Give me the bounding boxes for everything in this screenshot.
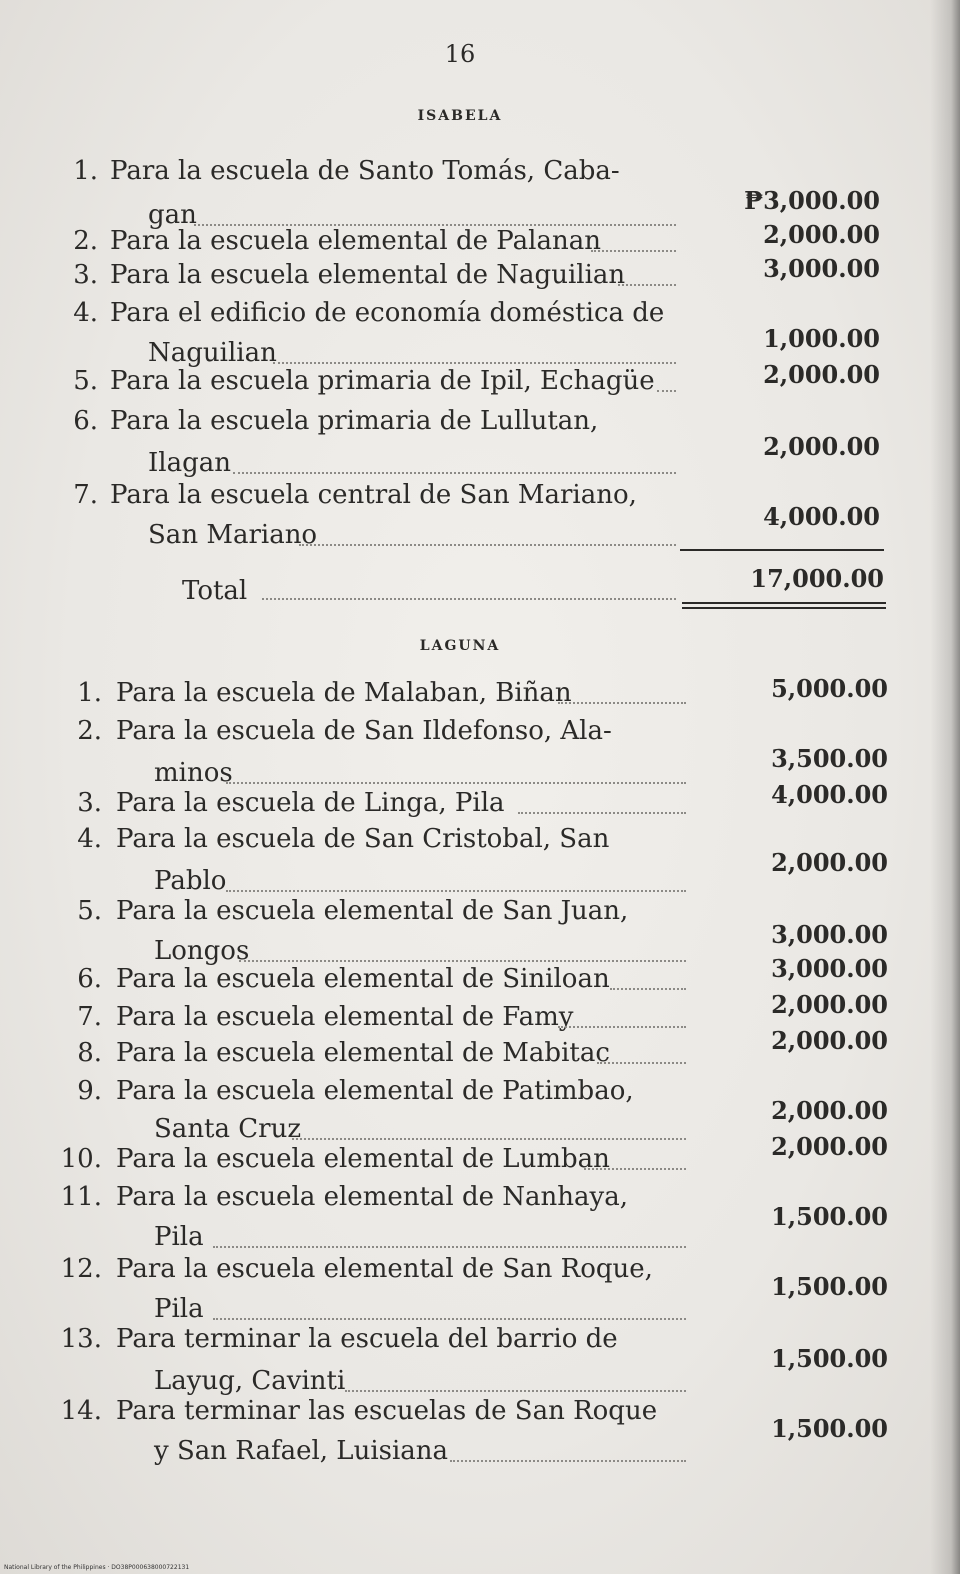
item-amount: 2,000.00 [771, 848, 888, 877]
item-amount: 2,000.00 [763, 432, 880, 461]
item-amount: 3,000.00 [763, 254, 880, 283]
item-description-line: Para la escuela elemental de Patimbao, [116, 1076, 634, 1106]
item-description-line: Para la escuela de San Ildefonso, Ala- [116, 716, 612, 746]
item-description-line: Para la escuela primaria de Ipil, Echagüe [110, 366, 655, 396]
leader-dots [213, 1318, 686, 1320]
section-title-isabela: ISABELA [417, 108, 503, 124]
item-description-line: Para la escuela elemental de Siniloan [116, 964, 610, 994]
item-number: 6. [73, 406, 98, 436]
item-description-line: Pablo [154, 866, 227, 896]
leader-dots [558, 1026, 686, 1028]
item-amount: 5,000.00 [771, 674, 888, 703]
item-description-line: minos [154, 758, 233, 788]
leader-dots [233, 472, 676, 474]
page-number: 16 [444, 40, 476, 68]
item-description-line: Layug, Cavinti [154, 1366, 346, 1396]
item-number: 7. [77, 1002, 102, 1032]
item-description-line: Para la escuela elemental de Famy [116, 1002, 574, 1032]
item-description-line: Para la escuela de Santo Tomás, Caba- [110, 156, 620, 186]
item-amount: 2,000.00 [771, 990, 888, 1019]
subtotal-rule [680, 549, 884, 551]
item-amount: 4,000.00 [771, 780, 888, 809]
item-description-line: Santa Cruz [154, 1114, 302, 1144]
item-description-line: Para la escuela central de San Mariano, [110, 480, 637, 510]
item-amount: 1,500.00 [771, 1344, 888, 1373]
item-description-line: Pila [154, 1222, 204, 1252]
leader-dots [226, 782, 686, 784]
item-description-line: Para terminar las escuelas de San Roque [116, 1396, 658, 1426]
item-description-line: Pila [154, 1294, 204, 1324]
item-amount: 1,500.00 [771, 1202, 888, 1231]
item-description-line: Para la escuela elemental de Mabitac [116, 1038, 610, 1068]
leader-dots [273, 362, 676, 364]
item-description-line: Para la escuela de Linga, Pila [116, 788, 505, 818]
item-amount: 1,000.00 [763, 324, 880, 353]
item-description-line: Longos [154, 936, 250, 966]
leader-dots [292, 1138, 686, 1140]
leader-dots [518, 812, 686, 814]
item-number: 6. [77, 964, 102, 994]
item-number: 4. [77, 824, 102, 854]
item-description-line: Para la escuela primaria de Lullutan, [110, 406, 599, 436]
item-description-line: y San Rafael, Luisiana [154, 1436, 449, 1466]
item-description-line: Ilagan [148, 448, 231, 478]
item-description-line: Naguilian [148, 338, 277, 368]
leader-dots [591, 250, 676, 252]
item-number: 1. [77, 678, 102, 708]
item-number: 10. [60, 1144, 102, 1174]
item-amount: 2,000.00 [771, 1096, 888, 1125]
footer-credit: National Library of the Philippines · DO38P000638000722131 [4, 1564, 190, 1571]
leader-dots [226, 890, 686, 892]
item-amount: 3,000.00 [771, 920, 888, 949]
item-number: 8. [77, 1038, 102, 1068]
item-description-line: Para la escuela elemental de Naguilian [110, 260, 626, 290]
item-amount: 3,500.00 [771, 744, 888, 773]
leader-dots [299, 544, 676, 546]
item-number: 5. [77, 896, 102, 926]
item-description-line: gan [148, 200, 197, 230]
item-description-line: Para terminar la escuela del barrio de [116, 1324, 618, 1354]
item-amount: 1,500.00 [771, 1414, 888, 1443]
item-description-line: Para la escuela elemental de Nanhaya, [116, 1182, 629, 1212]
item-description-line: Para la escuela elemental de Palanan [110, 226, 601, 256]
leader-dots [239, 960, 686, 962]
item-amount: 3,000.00 [771, 954, 888, 983]
item-amount: 2,000.00 [763, 360, 880, 389]
item-number: 7. [73, 480, 98, 510]
leader-dots [610, 988, 686, 990]
leader-dots [597, 1062, 686, 1064]
item-number: 3. [77, 788, 102, 818]
item-description-line: San Mariano [148, 520, 318, 550]
leader-dots [618, 284, 676, 286]
item-number: 1. [73, 156, 98, 186]
item-number: 5. [73, 366, 98, 396]
leader-dots [657, 390, 676, 392]
leader-dots [262, 598, 676, 600]
item-number: 13. [60, 1324, 102, 1354]
page-edge-shadow [930, 0, 960, 1574]
item-number: 2. [77, 716, 102, 746]
item-number: 14. [60, 1396, 102, 1426]
item-number: 2. [73, 226, 98, 256]
total-double-rule [682, 602, 886, 609]
section-title-laguna: LAGUNA [419, 638, 501, 654]
item-amount: 1,500.00 [771, 1272, 888, 1301]
item-number: 9. [77, 1076, 102, 1106]
item-description-line: Para la escuela elemental de San Juan, [116, 896, 629, 926]
item-description-line: Para la escuela elemental de San Roque, [116, 1254, 653, 1284]
item-number: 3. [73, 260, 98, 290]
leader-dots [584, 1168, 686, 1170]
item-description-line: Para la escuela elemental de Lumban [116, 1144, 610, 1174]
item-description-line: Para la escuela de Malaban, Biñan [116, 678, 572, 708]
leader-dots [345, 1390, 686, 1392]
item-amount: 2,000.00 [771, 1132, 888, 1161]
item-number: 4. [73, 298, 98, 328]
total-label: Total [182, 576, 248, 606]
item-amount: ₱3,000.00 [744, 186, 880, 215]
leader-dots [213, 1246, 686, 1248]
leader-dots [558, 702, 686, 704]
item-description-line: Para el edificio de economía doméstica de [110, 298, 665, 328]
item-amount: 2,000.00 [771, 1026, 888, 1055]
item-amount: 2,000.00 [763, 220, 880, 249]
total-amount: 17,000.00 [750, 564, 884, 593]
item-number: 11. [60, 1182, 102, 1212]
leader-dots [450, 1460, 686, 1462]
item-description-line: Para la escuela de San Cristobal, San [116, 824, 610, 854]
item-amount: 4,000.00 [763, 502, 880, 531]
item-number: 12. [60, 1254, 102, 1284]
